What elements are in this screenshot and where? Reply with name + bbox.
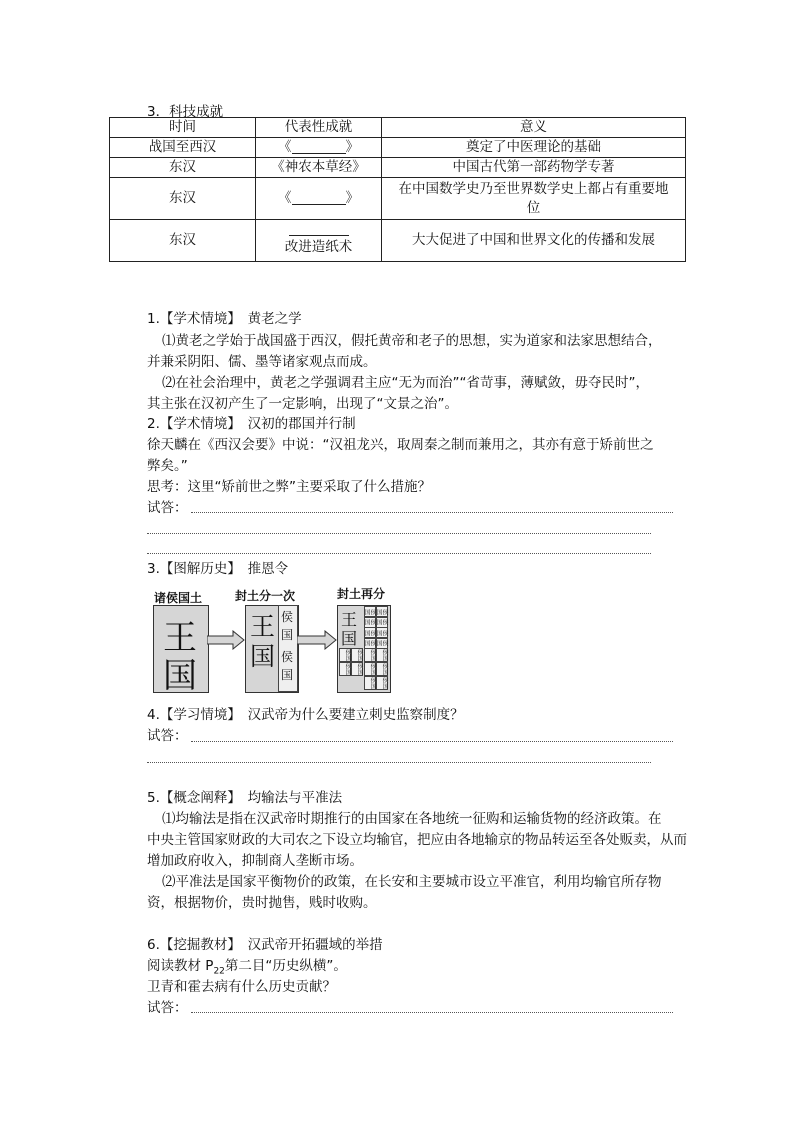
item-title: 5.【概念阐释】 均输法与平准法 xyxy=(147,790,343,806)
answer-label: 试答： xyxy=(147,728,188,744)
kingdom-char: 国 xyxy=(341,629,358,648)
achievements-table xyxy=(109,117,686,262)
paragraph-line: 其主张在汉初产生了一定影响，出现了“文景之治”。 xyxy=(147,396,458,412)
table-row xyxy=(110,220,686,262)
fief-char: 国 xyxy=(281,628,294,642)
table-cell-time: 东汉 xyxy=(110,178,256,220)
small-fief-cell: 侯国 xyxy=(364,648,376,662)
answer-line[interactable] xyxy=(147,533,651,534)
paragraph-line: 增加政府收入，抑制商人垄断市场。 xyxy=(147,853,363,869)
diagram-label: 封土再分 xyxy=(337,587,386,601)
table-header: 意义 xyxy=(382,118,686,138)
table-row xyxy=(110,158,686,178)
table-cell-time: 东汉 xyxy=(110,220,256,262)
bracket-close: 》 xyxy=(345,139,359,155)
table-cell-time: 东汉 xyxy=(110,158,256,178)
table-cell-achievement xyxy=(256,138,382,158)
kingdom-char: 国 xyxy=(163,656,197,696)
answer-line[interactable] xyxy=(191,512,673,513)
small-fief-cell: 侯国 xyxy=(376,648,388,662)
diagram-label: 诸侯国土 xyxy=(154,591,203,605)
question-text: 思考：这里“矫前世之弊”主要采取了什么措施？ xyxy=(147,479,431,495)
paragraph-line: 资，根据物价，贵时抛售，贱时收购。 xyxy=(147,895,377,911)
reading-suffix: 第二目“历史纵横”。 xyxy=(224,958,347,974)
table-cell-meaning xyxy=(382,178,686,220)
small-fief-cell: 侯国 xyxy=(339,648,351,662)
answer-line[interactable] xyxy=(191,741,673,742)
achievement-text: 改进造纸术 xyxy=(284,238,353,255)
small-fief-cell: 侯国 xyxy=(364,676,376,690)
item-title: 4.【学习情境】 汉武帝为什么要建立刺史监察制度？ xyxy=(147,707,464,723)
small-fief-cell: 侯国 xyxy=(376,676,388,690)
paragraph-line: 弊矣。” xyxy=(147,458,188,474)
section-heading: 3．科技成就 xyxy=(147,104,224,120)
small-fief-cell: 侯国 xyxy=(376,662,388,676)
small-fief-cell: 侯国 xyxy=(364,627,376,638)
arrow-right-icon xyxy=(297,630,337,650)
bracket-open: 《 xyxy=(278,190,292,206)
table-header-row xyxy=(110,118,686,138)
bracket-close: 》 xyxy=(345,190,359,206)
paragraph-line: ⑵平准法是国家平衡物价的政策，在长安和主要城市设立平准官，利用均输官所存物 xyxy=(162,874,662,890)
small-fief-cell: 侯国 xyxy=(351,662,363,676)
item-title: 3.【图解历史】 推恩令 xyxy=(147,561,289,577)
small-fief-cell: 侯国 xyxy=(376,617,388,628)
table-cell-achievement xyxy=(256,220,382,262)
paragraph-line: 并兼采阴阳、儒、墨等诸家观点而成。 xyxy=(147,354,377,370)
paragraph-line: 徐天麟在《西汉会要》中说：“汉祖龙兴，取周秦之制而兼用之，其亦有意于矫前世之 xyxy=(147,437,654,453)
kingdom-char: 国 xyxy=(250,642,276,671)
answer-label: 试答： xyxy=(147,1000,188,1016)
kingdom-char: 王 xyxy=(341,610,358,629)
fief-char: 侯 xyxy=(281,610,294,624)
fill-blank[interactable] xyxy=(292,192,346,205)
question-text: 卫青和霍去病有什么历史贡献？ xyxy=(147,979,336,995)
small-fief-cell: 侯国 xyxy=(364,662,376,676)
arrow-right-icon xyxy=(207,630,245,650)
table-row xyxy=(110,138,686,158)
small-fief-cell: 侯国 xyxy=(376,627,388,638)
fill-blank[interactable] xyxy=(292,141,346,154)
reading-prefix: 阅读教材 P xyxy=(147,958,214,974)
kingdom-char: 王 xyxy=(163,618,197,658)
paragraph-line: 中央主管国家财政的大司农之下设立均输官，把应由各地输京的物品转运至各处贩卖，从而 xyxy=(147,832,687,848)
table-cell-meaning: 大大促进了中国和世界文化的传播和发展 xyxy=(382,220,686,262)
answer-line[interactable] xyxy=(191,1012,673,1013)
table-cell-achievement xyxy=(256,178,382,220)
answer-line[interactable] xyxy=(147,553,651,554)
small-fief-cell: 侯国 xyxy=(351,648,363,662)
diagram-label: 封土分一次 xyxy=(235,589,296,603)
answer-line[interactable] xyxy=(147,762,651,763)
item-title: 6.【挖掘教材】 汉武帝开拓疆域的举措 xyxy=(147,937,383,953)
small-fief-cell: 侯国 xyxy=(364,617,376,628)
small-fief-cell: 侯国 xyxy=(339,662,351,676)
small-fief-cell: 侯国 xyxy=(376,606,388,617)
table-cell-achievement: 《神农本草经》 xyxy=(256,158,382,178)
fief-char: 侯 xyxy=(281,650,294,664)
small-fief-cell: 侯国 xyxy=(376,638,388,649)
table-header: 时间 xyxy=(110,118,256,138)
paragraph-line: ⑴黄老之学始于战国盛于西汉，假托黄帝和老子的思想，实为道家和法家思想结合， xyxy=(162,333,662,349)
table-cell-meaning: 奠定了中医理论的基础 xyxy=(382,138,686,158)
item-title: 2.【学术情境】 汉初的郡国并行制 xyxy=(147,416,356,432)
fief-char: 国 xyxy=(281,668,294,682)
small-fief-cell: 侯国 xyxy=(364,606,376,617)
table-header: 代表性成就 xyxy=(256,118,382,138)
meaning-line: 位 xyxy=(526,199,541,216)
kingdom-char: 王 xyxy=(250,612,276,641)
table-row xyxy=(110,178,686,220)
page-number: 22 xyxy=(213,966,225,977)
answer-label: 试答： xyxy=(147,500,188,516)
table-cell-time: 战国至西汉 xyxy=(110,138,256,158)
small-fief-cell: 侯国 xyxy=(364,638,376,649)
paragraph-line: ⑵在社会治理中，黄老之学强调君主应“无为而治”“省苛事，薄赋敛，毋夺民时”， xyxy=(162,375,649,391)
paragraph-line: ⑴均输法是指在汉武帝时期推行的由国家在各地统一征购和运输货物的经济政策。在 xyxy=(162,811,662,827)
meaning-line: 在中国数学史乃至世界数学史上都占有重要地 xyxy=(398,180,669,197)
table-cell-meaning: 中国古代第一部药物学专著 xyxy=(382,158,686,178)
bracket-open: 《 xyxy=(278,139,292,155)
fill-blank[interactable] xyxy=(289,225,349,236)
item-title: 1.【学术情境】 黄老之学 xyxy=(147,311,302,327)
